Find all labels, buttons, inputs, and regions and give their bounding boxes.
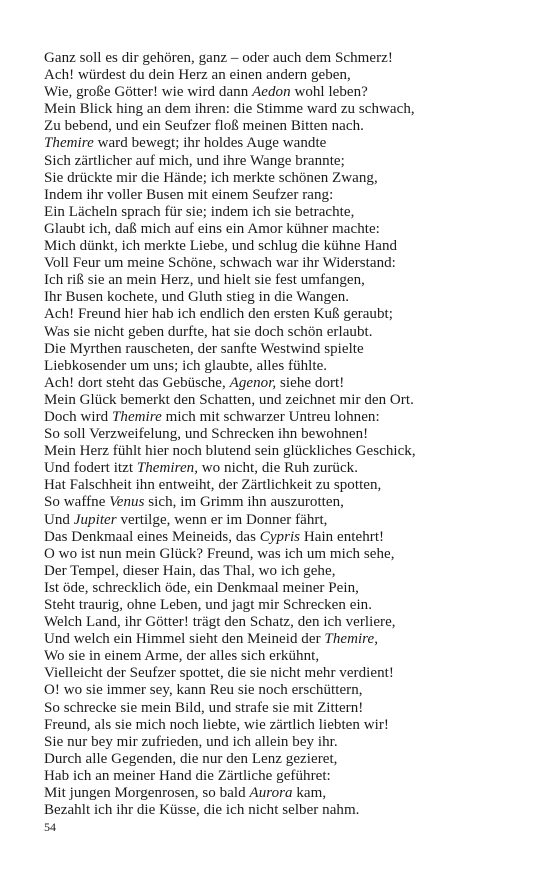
poem-line-segment: Und welch ein Himmel sieht den Meineid der (44, 631, 325, 648)
poem-line-segment: ward bewegt; ihr holdes Auge wandte (93, 135, 327, 152)
poem-line-segment: Sich zärtlicher auf mich, und ihre Wange brannte; (44, 152, 345, 169)
poem-line-segment: O wo ist nun mein Glück? Freund, was ich um mich sehe, (44, 545, 395, 562)
poem-line (44, 238, 514, 255)
poem-line-segment: O! wo sie immer sey, kann Reu sie noch erschüttern, (44, 682, 363, 699)
poem-line-segment: Ach! dort steht das Gebüsche, (44, 374, 230, 391)
poem-line (44, 580, 514, 597)
poem-line (44, 392, 514, 409)
poem-line-segment: Mich dünkt, ich merkte Liebe, und schlug die kühne Hand (44, 238, 398, 255)
poem-line-segment: Ganz soll es dir gehören, ganz – oder auch dem Schmerz! (44, 50, 393, 66)
poem-line (44, 563, 514, 580)
poem-line (44, 512, 514, 529)
poem-line-segment: Indem ihr voller Busen mit einem Seufzer rang: (44, 186, 334, 203)
poem-line (44, 324, 514, 341)
poem-line-italic-segment: Themire, (324, 631, 379, 648)
poem-line (44, 101, 514, 118)
poem-line-segment: sich, im Grimm ihn auszurotten, (144, 494, 344, 511)
poem-line (44, 546, 514, 563)
poem-line (44, 751, 514, 768)
poem-line (44, 358, 514, 375)
poem-line-segment: siehe dort! (276, 374, 345, 391)
poem-line (44, 272, 514, 289)
poem-line-segment: Vielleicht der Seufzer spottet, die sie nicht mehr verdient! (44, 665, 394, 682)
poem-line (44, 170, 514, 187)
poem-line (44, 494, 514, 511)
poem-line-segment: Wo sie in einem Arme, der alles sich erkühnt, (44, 648, 320, 665)
poem-text (44, 50, 514, 819)
poem-line (44, 648, 514, 665)
poem-line-segment: Ist öde, schrecklich öde, ein Denkmaal meiner Pein, (44, 579, 359, 596)
poem-line (44, 460, 514, 477)
poem-line-segment: Ach! Freund hier hab ich endlich den ersten Kuß geraubt; (44, 306, 393, 323)
poem-line (44, 50, 514, 67)
poem-line-segment: Welch Land, ihr Götter! trägt den Schatz, den ich verliere, (44, 614, 396, 631)
poem-line-segment: Hat Falschheit ihn entweiht, der Zärtlichkeit zu spotten, (44, 477, 382, 494)
poem-line-italic-segment: Agenor, (229, 374, 277, 391)
poem-line-italic-segment: Jupiter (73, 511, 117, 528)
poem-line (44, 67, 514, 84)
page-number: 54 (44, 820, 56, 834)
poem-line-segment: Die Myrthen rauscheten, der sanfte Westwind spielte (44, 340, 364, 357)
poem-line-segment: Steht traurig, ohne Leben, und jagt mir Schrecken ein. (44, 597, 373, 613)
poem-line (44, 768, 514, 785)
poem-line-segment: Voll Feur um meine Schöne, schwach war ihr Widerstand: (44, 255, 396, 272)
poem-line-segment: Ach! würdest du dein Herz an einen andern geben, (44, 67, 351, 84)
poem-line-segment: kam, (292, 785, 327, 802)
poem-line-segment: Glaubt ich, daß mich auf eins ein Amor kühner machte: (44, 220, 380, 237)
poem-line (44, 665, 514, 682)
poem-line (44, 700, 514, 717)
poem-line-segment: Doch wird (44, 408, 112, 425)
poem-line-segment: Liebkosender um uns; ich glaubte, alles fühlte. (44, 357, 328, 374)
poem-line-segment: mich mit schwarzer Untreu lohnen: (161, 408, 380, 425)
poem-line-italic-segment: Themire (112, 408, 162, 425)
poem-line-segment: Bezahlt ich ihr die Küsse, die ich nicht selber nahm. (44, 802, 360, 819)
poem-line-segment: vertilge, wenn er im Donner fährt, (116, 511, 328, 528)
poem-line-segment: wohl leben? (290, 84, 368, 101)
poem-line (44, 204, 514, 221)
poem-line-segment: Sie nur bey mir zufrieden, und ich allein bey ihr. (44, 733, 338, 750)
poem-line-segment: Sie drückte mir die Hände; ich merkte schönen Zwang, (44, 169, 378, 186)
poem-line-italic-segment: Themire (44, 135, 94, 152)
poem-line-segment: Ihr Busen kochete, und Gluth stieg in die Wangen. (44, 289, 350, 306)
poem-line-segment: Hain entehrt! (300, 528, 385, 545)
poem-line-segment: Hab ich an meiner Hand die Zärtliche geführet: (44, 767, 331, 784)
poem-line-italic-segment: Venus (109, 494, 145, 511)
poem-line (44, 306, 514, 323)
poem-line-italic-segment: Themiren, (136, 460, 198, 477)
poem-line-segment: Der Tempel, dieser Hain, das Thal, wo ich gehe, (44, 562, 336, 579)
poem-line-segment: wo nicht, die Ruh zurück. (198, 460, 359, 477)
poem-line (44, 717, 514, 734)
poem-line-segment: Wie, große Götter! wie wird dann (44, 84, 253, 101)
poem-line (44, 341, 514, 358)
poem-line-segment: Mit jungen Morgenrosen, so bald (44, 785, 250, 802)
poem-line (44, 443, 514, 460)
poem-line (44, 135, 514, 152)
poem-line-segment: Freund, als sie mich noch liebte, wie zärtlich liebten wir! (44, 716, 389, 733)
poem-line (44, 597, 514, 614)
poem-line-segment: Das Denkmaal eines Meineids, das (44, 528, 260, 545)
poem-line (44, 255, 514, 272)
poem-line (44, 153, 514, 170)
poem-line (44, 118, 514, 135)
poem-line (44, 289, 514, 306)
poem-line-segment: Mein Blick hing an dem ihren: die Stimme ward zu schwach, (44, 101, 415, 118)
poem-line-segment: So waffne (44, 494, 110, 511)
poem-line-segment: Ein Lächeln sprach für sie; indem ich sie betrachte, (44, 203, 355, 220)
poem-line-segment: Mein Herz fühlt hier noch blutend sein glückliches Geschick, (44, 443, 416, 460)
poem-line (44, 529, 514, 546)
poem-line (44, 426, 514, 443)
poem-line (44, 802, 514, 819)
poem-line-segment: Mein Glück bemerkt den Schatten, und zeichnet mir den Ort. (44, 391, 414, 408)
poem-line-segment: So soll Verzweifelung, und Schrecken ihn bewohnen! (44, 426, 369, 443)
poem-line-italic-segment: Aurora (249, 785, 293, 802)
poem-line (44, 409, 514, 426)
poem-line-segment: So schrecke sie mein Bild, und strafe sie mit Zittern! (44, 699, 364, 716)
poem-line-segment: Zu bebend, und ein Seufzer floß meinen Bitten nach. (44, 118, 364, 135)
poem-line (44, 375, 514, 392)
poem-line (44, 785, 514, 802)
poem-line (44, 187, 514, 204)
poem-line (44, 221, 514, 238)
poem-line-segment: Durch alle Gegenden, die nur den Lenz gezieret, (44, 750, 338, 767)
poem-line-italic-segment: Aedon (252, 84, 291, 101)
poem-line (44, 682, 514, 699)
poem-line (44, 84, 514, 101)
poem-line-segment: Und fodert itzt (44, 460, 137, 477)
poem-line-italic-segment: Cypris (259, 528, 301, 545)
poem-line-segment: Und (44, 511, 74, 528)
poem-line (44, 614, 514, 631)
poem-line (44, 734, 514, 751)
poem-line-segment: Was sie nicht geben durfte, hat sie doch schön erlaubt. (44, 323, 373, 340)
poem-line (44, 631, 514, 648)
poem-line (44, 477, 514, 494)
poem-line-segment: Ich riß sie an mein Herz, und hielt sie fest umfangen, (44, 272, 365, 289)
